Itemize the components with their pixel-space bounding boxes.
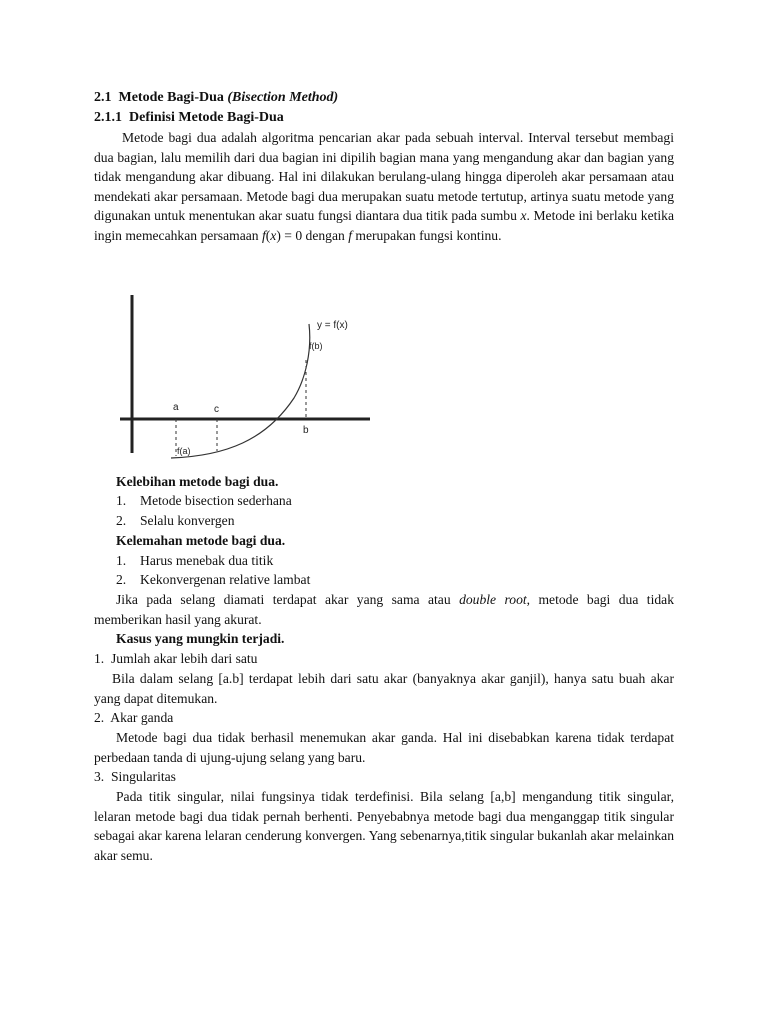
function-curve [171, 324, 310, 458]
section-title: Metode Bagi-Dua [118, 90, 224, 105]
c-label: c [214, 404, 219, 415]
subsection-heading [94, 108, 284, 128]
b-label: b [303, 425, 309, 436]
intro-var-f: f [348, 227, 352, 243]
intro-text-2: . Metode ini berlaku ketika ingin memecahkan persamaan [94, 208, 675, 243]
section-subtitle: (Bisection Method) [227, 90, 339, 105]
intro-text-4: merupakan fungsi kontinu. [351, 227, 502, 243]
bisection-figure [116, 290, 376, 468]
fa-label: f(a) [177, 446, 191, 456]
fb-label: f(b) [309, 341, 323, 351]
double-root-term: double root [459, 592, 527, 607]
intro-paragraph: Metode bagi dua adalah algoritma pencarian akar pada sebuah interval. Interval tersebut membagi dua bagian, lalu memilih dari dua bagian ini dipilih bagian mana yang mengandung akar dan bagian yang tidak mengandung akar dibuang. Hal ini dilakukan berulang-ulang hingga diperoleh akar persamaan atau mendekati akar persamaan. Metode bagi dua merupakan suatu metode tertutup, artinya suatu metode yang digunakan untuk menentukan akar suatu fungsi diantara dua titik pada sumbu x. Metode ini berlaku ketika ingin memecahkan persamaan f(x) = 0 dengan f merupakan fungsi kontinu. [94, 130, 675, 243]
equation-f: f [261, 227, 266, 243]
intro-text-1: Metode bagi dua adalah algoritma pencarian akar pada sebuah interval. Interval tersebut membagi dua bagian, lalu memilih dari dua bagian ini dipilih bagian mana yang mengandung akar dan bagian yang tidak mengandung akar dibuang. Hal ini dilakukan berulang-ulang hingga diperoleh akar persamaan atau mendekati akar persamaan. Metode bagi dua merupakan suatu metode tertutup, artinya suatu metode yang digunakan untuk menentukan akar suatu fungsi diantara dua titik pada sumbu [94, 130, 674, 224]
kasus-item-2-title: 2. Akar ganda [94, 710, 174, 725]
kelebihan-title: Kelebihan metode bagi dua. [116, 474, 279, 489]
kelemahan-title: Kelemahan metode bagi dua. [116, 533, 286, 548]
curve-label: y = f(x) [317, 320, 348, 331]
equation-rest: ) = 0 [276, 227, 303, 243]
section-number: 2.1 [94, 90, 112, 105]
kasus-title: Kasus yang mungkin terjadi. [116, 631, 285, 646]
kasus-item-3-title: 3. Singularitas [94, 769, 176, 784]
kasus-item-1-title: 1. Jumlah akar lebih dari satu [94, 651, 258, 666]
double-root-paragraph: Jika pada selang diamati terdapat akar yang sama atau double root, metode bagi dua tidak memberikan hasil yang akurat. [94, 592, 674, 627]
equation-x: x [270, 227, 277, 243]
kasus-item-2-text: Metode bagi dua tidak berhasil menemukan akar ganda. Hal ini disebabkan karena tidak terdapat perbedaan tanda di ujung-ujung selang yang baru. [94, 730, 674, 765]
subsection-number: 2.1.1 [94, 110, 122, 125]
kasus-item-1-text: Bila dalam selang [a.b] terdapat lebih dari satu akar (banyaknya akar ganjil), hanya satu buah akar yang dapat ditemukan. [94, 671, 674, 706]
intro-text-3: dengan [302, 227, 349, 243]
kelemahan-item-2: 2. Kekonvergenan relative lambat [116, 572, 311, 587]
a-label: a [173, 402, 179, 413]
kelemahan-item-1: 1. Harus menebak dua titik [116, 553, 274, 568]
subsection-title: Definisi Metode Bagi-Dua [129, 110, 284, 125]
section-heading [94, 88, 338, 108]
kelebihan-item-1: 1. Metode bisection sederhana [116, 493, 292, 508]
kelebihan-item-2: 2. Selalu konvergen [116, 513, 235, 528]
intro-var-x: x [520, 208, 527, 224]
kasus-item-3-text: Pada titik singular, nilai fungsinya tidak terdefinisi. Bila selang [a,b] mengandung titik singular, lelaran metode bagi dua tidak pernah berhenti. Penyebabnya metode bagi dua menganggap titik singular sebagai akar karena lelaran cenderung konvergen. Yang sebenarnya,titik singular bukanlah akar melainkan akar semu. [94, 789, 674, 863]
